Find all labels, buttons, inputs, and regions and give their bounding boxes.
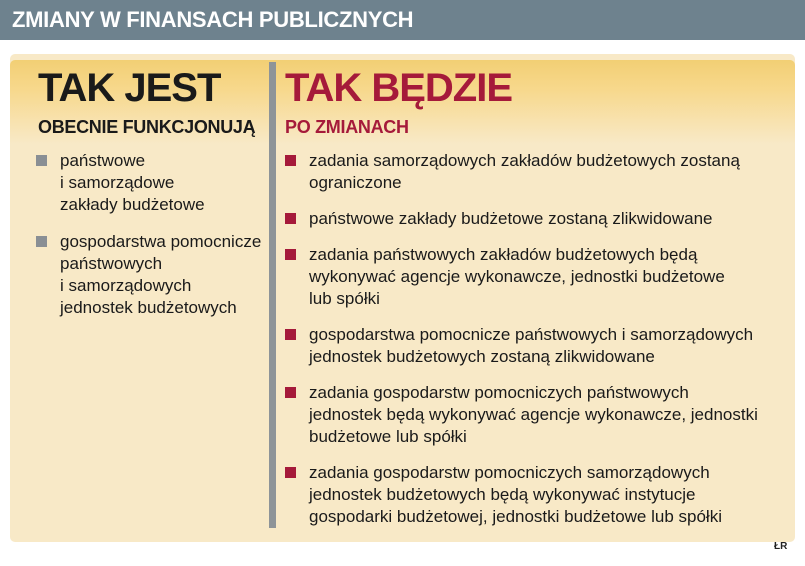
list-item-text: zadania gospodarstw pomocniczych samorządowych jednostek budżetowych będą wykonywać instytucje gospodarki budżetowej, jednostki budżetowe lub spółki xyxy=(309,463,722,526)
list-item-text: zadania państwowych zakładów budżetowych będą wykonywać agencje wykonawcze, jednostki budżetowe lub spółki xyxy=(309,245,725,308)
square-bullet-icon xyxy=(285,213,296,224)
square-bullet-icon xyxy=(36,155,47,166)
square-bullet-icon xyxy=(285,467,296,478)
square-bullet-icon xyxy=(285,249,296,260)
list-item-text: państwowe i samorządowe zakłady budżetowe xyxy=(60,151,205,214)
list-item xyxy=(285,244,780,310)
square-bullet-icon xyxy=(285,387,296,398)
list-item xyxy=(36,150,264,216)
list-item-text: gospodarstwa pomocnicze państwowych i samorządowych jednostek budżetowych xyxy=(60,232,262,317)
square-bullet-icon xyxy=(285,155,296,166)
left-list xyxy=(36,150,264,334)
list-item-text: zadania gospodarstw pomocniczych państwowych jednostek będą wykonywać agencje wykonawcze, jednostki budżetowe lub spółki xyxy=(309,383,758,446)
square-bullet-icon xyxy=(285,329,296,340)
left-column-subtitle: OBECNIE FUNKCJONUJĄ xyxy=(38,117,256,137)
list-item xyxy=(36,231,264,319)
list-item-text: zadania samorządowych zakładów budżetowych zostaną ograniczone xyxy=(309,151,740,192)
right-column-subtitle: PO ZMIANACH xyxy=(285,117,409,137)
page-title: ZMIANY W FINANSACH PUBLICZNYCH xyxy=(12,7,414,32)
author-credit: ŁR xyxy=(774,541,788,552)
right-list xyxy=(285,150,780,542)
list-item xyxy=(285,150,780,194)
square-bullet-icon xyxy=(36,236,47,247)
title-bar xyxy=(0,0,805,40)
list-item-text: gospodarstwa pomocnicze państwowych i samorządowych jednostek budżetowych zostaną zlikwidowane xyxy=(309,325,754,366)
column-divider xyxy=(269,62,276,528)
right-column-title: TAK BĘDZIE xyxy=(285,66,513,110)
list-item xyxy=(285,382,780,448)
list-item-text: państwowe zakłady budżetowe zostaną zlikwidowane xyxy=(309,209,713,228)
list-item xyxy=(285,208,780,230)
left-column-title: TAK JEST xyxy=(38,66,221,110)
list-item xyxy=(285,324,780,368)
list-item xyxy=(285,462,780,528)
